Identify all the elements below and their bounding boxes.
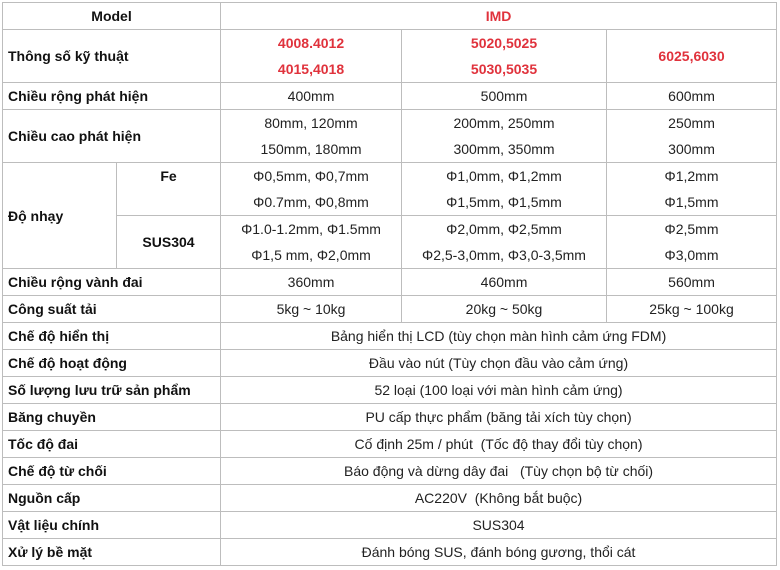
table-cell: 25kg ~ 100kg (607, 296, 777, 323)
cell-line: 300mm, 350mm (453, 141, 555, 157)
model-header: Model (3, 3, 221, 30)
table-row (3, 323, 777, 350)
belt-width-row (3, 269, 777, 296)
spec-row (3, 30, 777, 83)
model-group-1 (221, 30, 402, 83)
row-value: SUS304 (221, 512, 777, 539)
cell-line: Φ1,5 mm, Φ2,0mm (251, 247, 371, 263)
spec-label: Thông số kỹ thuật (3, 30, 221, 83)
detection-width-row (3, 83, 777, 110)
cell-line: Φ1,5mm (664, 194, 719, 210)
table-cell (402, 110, 607, 163)
cell-line: Φ2,0mm, Φ2,5mm (446, 221, 562, 237)
row-value: Báo động và dừng dây đai (Tùy chọn bộ từ chối) (221, 458, 777, 485)
table-cell (221, 110, 402, 163)
table-cell (607, 163, 777, 216)
table-row (3, 431, 777, 458)
detection-width-label: Chiều rộng phát hiện (3, 83, 221, 110)
table-row (3, 350, 777, 377)
cell-line: 150mm, 180mm (260, 141, 362, 157)
model-group-2 (402, 30, 607, 83)
row-value: AC220V (Không bắt buộc) (221, 485, 777, 512)
cell-line: Φ3,0mm (664, 247, 719, 263)
load-capacity-row (3, 296, 777, 323)
table-row (3, 377, 777, 404)
sus-label: SUS304 (117, 216, 221, 269)
row-value: Bảng hiển thị LCD (tùy chọn màn hình cảm ứng FDM) (221, 323, 777, 350)
model-code: 4008.4012 (277, 35, 345, 51)
row-label: Số lượng lưu trữ sản phẩm (3, 377, 221, 404)
row-label: Chế độ từ chối (3, 458, 221, 485)
cell-line: Φ1,2mm (664, 168, 719, 184)
spec-table (2, 2, 777, 566)
table-row (3, 485, 777, 512)
table-row (3, 539, 777, 566)
fe-label-text: Fe (160, 168, 177, 184)
belt-width-label: Chiều rộng vành đai (3, 269, 221, 296)
row-label: Băng chuyền (3, 404, 221, 431)
row-value: Cố định 25m / phút (Tốc độ thay đổi tùy chọn) (221, 431, 777, 458)
table-row (3, 512, 777, 539)
cell-line: Φ1,5mm, Φ1,5mm (446, 194, 562, 210)
table-cell: 360mm (221, 269, 402, 296)
sensitivity-fe-row (3, 163, 777, 216)
cell-line: 200mm, 250mm (453, 115, 555, 131)
row-label: Chế độ hiển thị (3, 323, 221, 350)
cell-line: Φ2,5mm (664, 221, 719, 237)
cell-line: Φ0,5mm, Φ0,7mm (253, 168, 369, 184)
model-code: 4015,4018 (277, 61, 345, 77)
model-group-3 (607, 30, 777, 83)
table-cell (402, 163, 607, 216)
table-cell: 5kg ~ 10kg (221, 296, 402, 323)
table-cell (607, 216, 777, 269)
cell-line: Φ0.7mm, Φ0,8mm (253, 194, 369, 210)
table-cell: 20kg ~ 50kg (402, 296, 607, 323)
row-value: 52 loại (100 loại với màn hình cảm ứng) (221, 377, 777, 404)
table-cell: 500mm (402, 83, 607, 110)
detection-height-row (3, 110, 777, 163)
table-cell: 600mm (607, 83, 777, 110)
row-label: Nguồn cấp (3, 485, 221, 512)
row-value: Đầu vào nút (Tùy chọn đầu vào cảm ứng) (221, 350, 777, 377)
row-label: Chế độ hoạt động (3, 350, 221, 377)
model-code: 5020,5025 (470, 35, 538, 51)
cell-line: 80mm, 120mm (264, 115, 358, 131)
row-label: Vật liệu chính (3, 512, 221, 539)
header-row (3, 3, 777, 30)
table-cell: 400mm (221, 83, 402, 110)
load-capacity-label: Công suất tải (3, 296, 221, 323)
sensitivity-sus-row (3, 216, 777, 269)
table-row (3, 404, 777, 431)
brand-header: IMD (221, 3, 777, 30)
sensitivity-label: Độ nhạy (3, 163, 117, 269)
table-cell (607, 110, 777, 163)
row-label: Tốc độ đai (3, 431, 221, 458)
cell-line: 300mm (668, 141, 715, 157)
table-cell (402, 216, 607, 269)
table-cell (221, 163, 402, 216)
table-cell: 560mm (607, 269, 777, 296)
cell-line: Φ1,0mm, Φ1,2mm (446, 168, 562, 184)
cell-line: 250mm (668, 115, 715, 131)
row-label: Xử lý bề mặt (3, 539, 221, 566)
table-row (3, 458, 777, 485)
detection-height-label: Chiều cao phát hiện (3, 110, 221, 163)
table-cell (221, 216, 402, 269)
row-value: PU cấp thực phẩm (băng tải xích tùy chọn) (221, 404, 777, 431)
model-code: 6025,6030 (658, 48, 725, 64)
table-cell: 460mm (402, 269, 607, 296)
row-value: Đánh bóng SUS, đánh bóng gương, thổi cát (221, 539, 777, 566)
cell-line: Φ1.0-1.2mm, Φ1.5mm (241, 221, 381, 237)
cell-line: Φ2,5-3,0mm, Φ3,0-3,5mm (422, 247, 586, 263)
model-code: 5030,5035 (470, 61, 538, 77)
fe-label (117, 163, 221, 216)
